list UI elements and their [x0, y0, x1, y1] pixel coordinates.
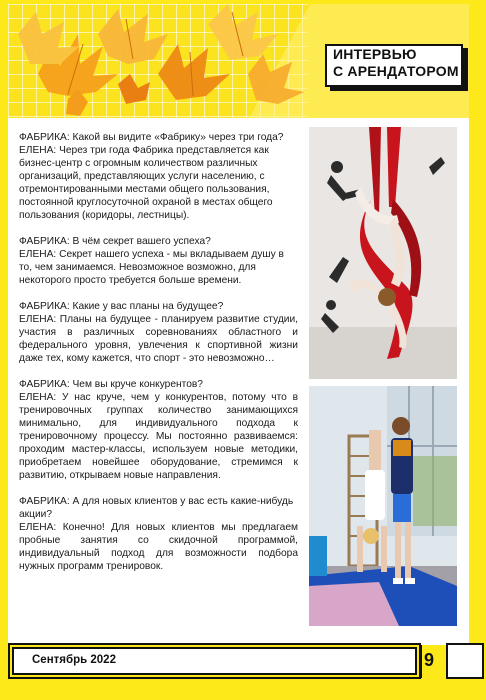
gym-training-photo [309, 386, 457, 626]
issue-date: Сентябрь 2022 [32, 654, 116, 666]
answer: ЕЛЕНА: Через три года Фабрика представляется как бизнес-центр с огромным количеством различных организаций, представляющих услуги населению, с отремонтированными местами общего пользования, постоянной круглосуточной охраной в местах общего пользования (коридоры, лестницы). [19, 145, 273, 221]
aerial-silks-photo [309, 127, 457, 379]
question: ФАБРИКА: Какие у вас планы на будущее? [19, 301, 224, 312]
page-number: 9 [424, 650, 435, 670]
qa-block-3 [19, 300, 298, 365]
footer-end-box [446, 643, 484, 679]
gym-training-image [309, 386, 457, 626]
frame-bottom [0, 678, 486, 700]
question: ФАБРИКА: Какой вы видите «Фабрику» через три года? [19, 132, 284, 143]
interview-text [19, 131, 298, 586]
aerial-silks-image [309, 127, 457, 379]
section-title-line2: С АРЕНДАТОРОМ [333, 63, 459, 79]
frame-left [0, 0, 8, 700]
section-title-line1: ИНТЕРВЬЮ [333, 46, 417, 62]
qa-block-4 [19, 378, 298, 482]
header-banner [8, 4, 469, 118]
question: ФАБРИКА: А для новых клиентов у вас есть какие-нибудь акции? [19, 496, 294, 520]
frame-right [469, 0, 486, 700]
answer: ЕЛЕНА: Секрет нашего успеха - мы вкладываем душу в то, чем занимаемся. Невозможное возможно, для некоторого просто требуется больше времени. [19, 249, 284, 286]
qa-block-2 [19, 235, 298, 287]
question: ФАБРИКА: Чем вы круче конкурентов? [19, 379, 203, 390]
qa-block-5 [19, 495, 298, 573]
answer: ЕЛЕНА: Планы на будущее - планируем развитие студии, участия в различных соревнованиях областного и федерального уровня, увлечения к спортивной жизни даже тех, кому кажется, что спорт - это невозможно… [19, 314, 298, 364]
qa-block-1 [19, 131, 298, 222]
question: ФАБРИКА: В чём секрет вашего успеха? [19, 236, 211, 247]
section-title [333, 46, 463, 80]
answer: ЕЛЕНА: У нас круче, чем у конкурентов, потому что в тренировочных группах количество занимающихся минимально, для индивидуального подхода к тренировочному процессу. Мы постоянно развиваемся: проходим мастер-классы, используем новые методики, приобретаем новейшее оборудование, стремимся к развитию, открываем новые направления. [19, 392, 298, 481]
autumn-leaves-illustration [8, 4, 318, 118]
answer: ЕЛЕНА: Конечно! Для новых клиентов мы предлагаем пробные занятия со скидочной программой, индивидуальный подход для возможности подбора нужных программ тренировок. [19, 522, 298, 572]
